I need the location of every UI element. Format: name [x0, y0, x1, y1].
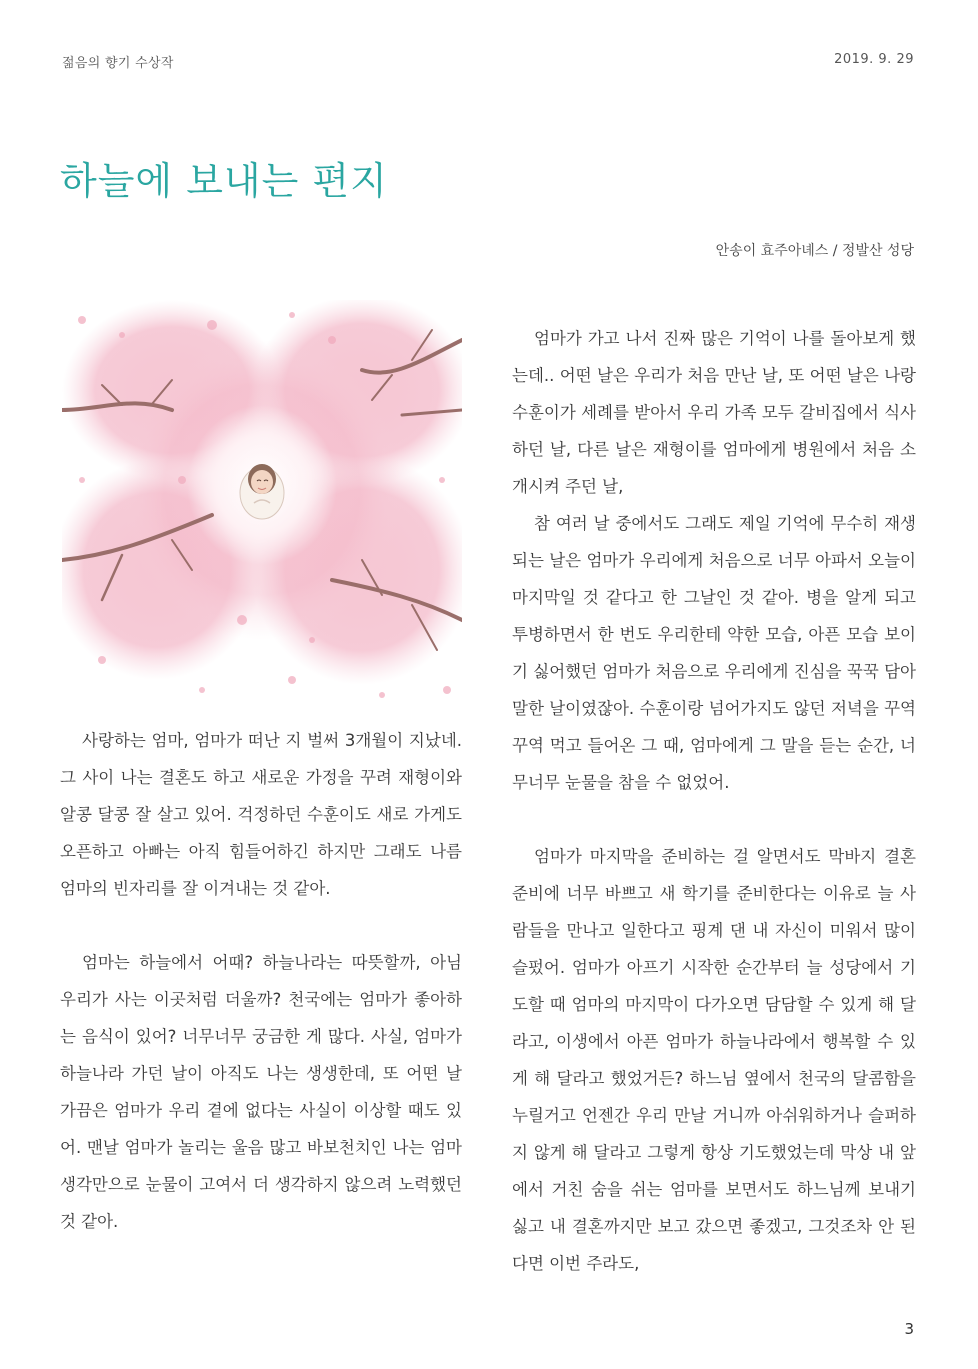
magazine-section-label: 젊음의 향기 수상작	[62, 56, 174, 71]
article-column-right	[512, 320, 916, 1282]
paragraph: 엄마가 마지막을 준비하는 걸 알면서도 막바지 결혼준비에 너무 바쁘고 새 학기를 준비한다는 이유로 늘 사람들을 만나고 일한다고 핑계 댄 내 자신이 미워서 많이 슬펐어. 엄마가 아프기 시작한 순간부터 늘 성당에서 기도할 때 엄마의 마지막이 다가오면 담담할 수 있게 해 달라고, 이생에서 아픈 엄마가 하늘나라에서 행복할 수 있게 해 달라고 했었거든? 하느님 옆에서 천국의 달콤함을 누릴거고 언젠간 우리 만날 거니까 아쉬워하거나 슬퍼하지 않게 해 달라고 그렇게 항상 기도했었는데 막상 내 앞에서 거친 숨을 쉬는 엄마를 보면서도 하느님께 보내기 싫고 내 결혼까지만 보고 갔으면 좋겠고, 그것조차 안 된다면 이번 주라도,	[512, 847, 916, 1273]
article-byline: 안송이 효주아녜스 / 정발산 성당	[715, 243, 914, 259]
article-column-left	[60, 722, 462, 1240]
paragraph: 사랑하는 엄마, 엄마가 떠난 지 벌써 3개월이 지났네. 그 사이 나는 결혼도 하고 새로운 가정을 꾸려 재형이와 알콩 달콩 잘 살고 있어. 걱정하던 수훈이도 새로 가게도 오픈하고 아빠는 아직 힘들어하긴 하지만 그래도 나름 엄마의 빈자리를 잘 이겨내는 것 같아.	[60, 731, 462, 898]
cherry-blossom-illustration	[62, 300, 462, 710]
paragraph: 엄마가 가고 나서 진짜 많은 기억이 나를 돌아보게 했는데.. 어떤 날은 우리가 처음 만난 날, 또 어떤 날은 나랑 수훈이가 세례를 받아서 우리 가족 모두 갈비집에서 식사하던 날, 다른 날은 재형이를 엄마에게 병원에서 처음 소개시켜 주던 날,	[512, 329, 916, 496]
paragraph: 엄마는 하늘에서 어때? 하늘나라는 따뜻할까, 아님 우리가 사는 이곳처럼 더울까? 천국에는 엄마가 좋아하는 음식이 있어? 너무너무 궁금한 게 많다. 사실, 엄마가 하늘나라 가던 날이 아직도 나는 생생한데, 또 어떤 날 가끔은 엄마가 우리 곁에 없다는 사실이 이상할 때도 있어. 맨날 엄마가 놀리는 울음 많고 바보천치인 나는 엄마 생각만으로 눈물이 고여서 더 생각하지 않으려 노력했던 것 같아.	[60, 953, 462, 1231]
page-number: 3	[904, 1320, 914, 1338]
issue-date: 2019. 9. 29	[834, 52, 914, 67]
paragraph: 참 여러 날 중에서도 그래도 제일 기억에 무수히 재생되는 날은 엄마가 우리에게 처음으로 너무 아파서 오늘이 마지막일 것 같다고 한 그날인 것 같아. 병을 알게 되고 투병하면서 한 번도 우리한테 약한 모습, 아픈 모습 보이기 싫어했던 엄마가 처음으로 우리에게 진심을 꾹꾹 담아 말한 날이였잖아. 수훈이랑 넘어가지도 않던 저녁을 꾸역꾸역 먹고 들어온 그 때, 엄마에게 그 말을 듣는 순간, 너무너무 눈물을 참을 수 없었어.	[512, 514, 916, 792]
article-title: 하늘에 보내는 편지	[60, 159, 388, 203]
